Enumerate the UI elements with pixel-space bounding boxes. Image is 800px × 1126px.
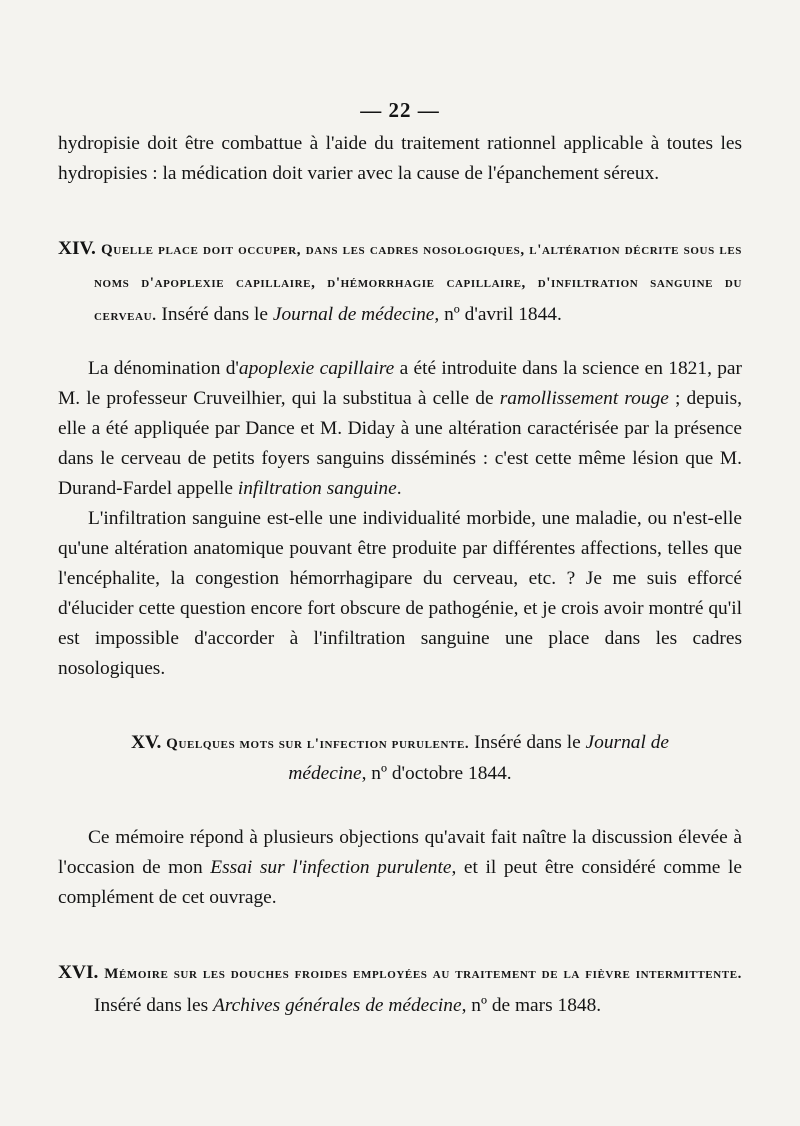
entry-xiv-pub-post: , nº d'avril 1844. <box>434 304 562 325</box>
entry-xiv-pub-pre: Inséré dans le <box>156 304 273 325</box>
entry-xiv-number: XIV. <box>58 238 96 259</box>
entry-xv-heading <box>58 728 742 789</box>
paragraph-memoire <box>58 823 742 913</box>
text-run: , et il peut être considéré comme le complément de cet ouvrage. <box>58 857 742 908</box>
entry-xiv-title: Quelle place doit occuper, dans les cadres nosologiques, l'altération décrite sous les noms d'apoplexie capillaire, d'hémorrhagie capillaire, d'infiltration sanguine du cerveau. <box>94 242 742 324</box>
entry-xvi-heading <box>58 957 742 1021</box>
entry-xvi-journal: Archives générales de médecine <box>213 995 462 1016</box>
text-run: a été introduite dans la science en 1821, par M. le professeur Cruveilhier, qui la substitua à celle de <box>58 358 742 409</box>
text-run: ; depuis, elle a été appliquée par Dance et M. Diday à une altération caractérisée par la présence dans le cerveau de petits foyers sanguins disséminés : c'est cette même lésion que M. Durand-Fardel appelle <box>58 388 742 499</box>
paragraph-hydropisie: hydropisie doit être combattue à l'aide du traitement rationnel applicable à toutes les hydropisies : la médication doit varier avec la cause de l'épanchement séreux. <box>58 133 742 184</box>
entry-xvi-number: XVI. <box>58 962 99 983</box>
spacer <box>58 913 742 957</box>
entry-xiv-heading <box>58 233 742 332</box>
entry-xvi-pub-post: , nº de mars 1848. <box>461 995 602 1016</box>
entry-xv-pub-pre: Inséré dans le <box>469 732 586 753</box>
entry-xv-title: Quelques mots sur l'infection purulente. <box>166 736 470 752</box>
paragraph-denomination <box>58 354 742 504</box>
entry-xv-journal: Journal de médecine <box>288 732 670 784</box>
entry-xv-pub-post: , nº d'octobre 1844. <box>361 763 512 784</box>
italic-ramollissement-rouge: ramollissement rouge <box>499 388 669 409</box>
entry-xiv-journal: Journal de médecine <box>272 304 435 325</box>
paragraph-infiltration: L'infiltration sanguine est-elle une individualité morbide, une maladie, ou n'est-elle qu'une altération anatomique pouvant être produite par différentes affections, telles que l'encéphalite, la congestion hémorrhagipare du cerveau, etc. ? Je me suis efforcé d'élucider cette question encore fort obscure de pathogénie, et je crois avoir montré qu'il est impossible d'accorder à l'infiltration sanguine une place dans les cadres nosologiques. <box>58 508 742 679</box>
text-run: La dénomination d' <box>88 358 239 379</box>
text-run: . <box>396 478 402 499</box>
spacer <box>58 789 742 823</box>
italic-apoplexie-capillaire: apoplexie capillaire <box>238 358 395 379</box>
entry-xv-number: XV. <box>130 732 162 753</box>
page-number: — 22 — <box>360 98 440 122</box>
entry-xvi-title: Mémoire sur les douches froides employées au traitement de la fièvre intermittente. <box>104 966 742 982</box>
spacer <box>58 189 742 233</box>
entry-xvi-pub-pre: Inséré dans les <box>94 995 213 1016</box>
text-run: Ce mémoire répond à plusieurs objections qu'avait fait naître la discussion élevée à l'occasion de mon <box>58 827 742 878</box>
italic-essai-infection: Essai sur l'infection purulente <box>210 857 452 878</box>
italic-infiltration-sanguine: infiltration sanguine <box>237 478 397 499</box>
spacer <box>58 684 742 728</box>
